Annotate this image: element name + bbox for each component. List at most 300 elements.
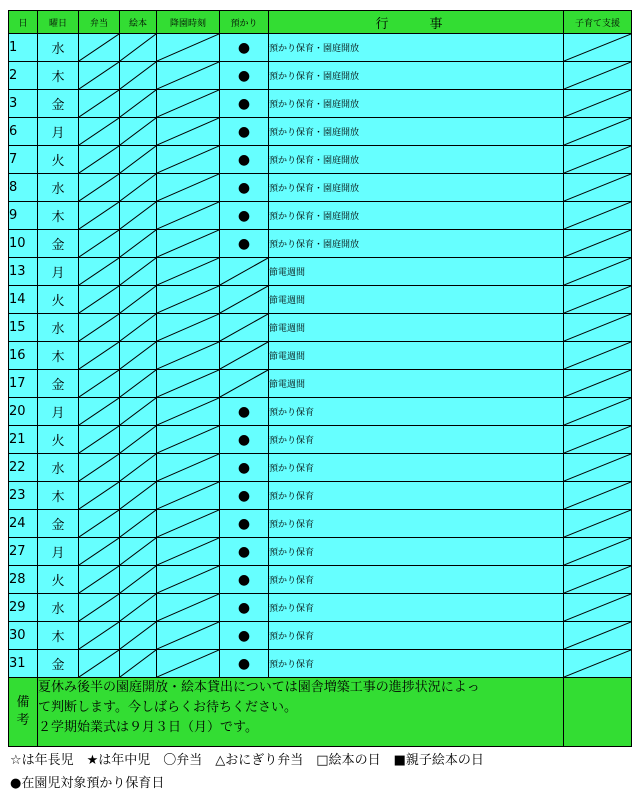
weekday-cell: 火 <box>38 566 79 594</box>
diagonal-line <box>564 454 631 481</box>
day-cell: 15 <box>9 314 38 342</box>
azukari-cell: ● <box>220 118 269 146</box>
diagonal-line <box>157 146 219 173</box>
diagonal-line <box>79 482 119 509</box>
azukari-cell <box>220 342 269 370</box>
day-cell: 14 <box>9 286 38 314</box>
ehon-cell <box>120 174 157 202</box>
day-cell: 8 <box>9 174 38 202</box>
diagonal-line <box>564 650 631 677</box>
diagonal-line <box>157 90 219 117</box>
azukari-cell <box>220 258 269 286</box>
notes-line-2: て判断します。今しばらくお待ちください。 <box>38 700 297 715</box>
diagonal-line <box>564 174 631 201</box>
diagonal-line <box>120 454 156 481</box>
ehon-cell <box>120 566 157 594</box>
support-cell <box>564 342 632 370</box>
azukari-cell: ● <box>220 34 269 62</box>
support-cell <box>564 62 632 90</box>
day-cell: 10 <box>9 230 38 258</box>
event-cell: 預かり保育・園庭開放 <box>269 174 564 202</box>
weekday-cell: 水 <box>38 454 79 482</box>
azukari-cell: ● <box>220 482 269 510</box>
diagonal-line <box>120 34 156 61</box>
diagonal-line <box>157 650 219 677</box>
diagonal-line <box>157 566 219 593</box>
diagonal-line <box>79 622 119 649</box>
table-row <box>9 230 632 258</box>
table-row <box>9 286 632 314</box>
table-row <box>9 202 632 230</box>
azukari-cell: ● <box>220 90 269 118</box>
ehon-cell <box>120 342 157 370</box>
ehon-cell <box>120 62 157 90</box>
support-cell <box>564 286 632 314</box>
azukari-cell: ● <box>220 510 269 538</box>
event-cell: 預かり保育 <box>269 398 564 426</box>
diagonal-line <box>564 342 631 369</box>
day-cell: 24 <box>9 510 38 538</box>
bento-cell <box>79 90 120 118</box>
header-azukari: 預かり <box>220 11 269 34</box>
diagonal-line <box>564 118 631 145</box>
table-row <box>9 118 632 146</box>
diagonal-line <box>157 286 219 313</box>
weekday-cell: 金 <box>38 370 79 398</box>
diagonal-line <box>120 398 156 425</box>
bento-cell <box>79 202 120 230</box>
table-row <box>9 370 632 398</box>
diagonal-line <box>157 174 219 201</box>
event-cell: 預かり保育 <box>269 426 564 454</box>
ehon-cell <box>120 230 157 258</box>
diagonal-line <box>564 62 631 89</box>
event-cell: 節電週間 <box>269 342 564 370</box>
weekday-cell: 水 <box>38 34 79 62</box>
support-cell <box>564 146 632 174</box>
azukari-cell: ● <box>220 566 269 594</box>
pickup-time-cell <box>157 118 220 146</box>
support-cell <box>564 258 632 286</box>
table-row <box>9 510 632 538</box>
azukari-cell: ● <box>220 398 269 426</box>
diagonal-line <box>79 174 119 201</box>
bento-cell <box>79 146 120 174</box>
bento-cell <box>79 482 120 510</box>
legend-line-1: ☆は年長児 ★は年中児 〇弁当 △おにぎり弁当 □絵本の日 ■親子絵本の日 <box>10 753 484 768</box>
table-row <box>9 62 632 90</box>
header-bento: 弁当 <box>79 11 120 34</box>
event-cell: 預かり保育・園庭開放 <box>269 62 564 90</box>
notes-line-1: 夏休み後半の園庭開放・絵本貸出については園舎増築工事の進捗状況によっ <box>38 680 480 695</box>
diagonal-line <box>564 286 631 313</box>
diagonal-line <box>564 202 631 229</box>
table-row <box>9 146 632 174</box>
diagonal-line <box>120 594 156 621</box>
pickup-time-cell <box>157 594 220 622</box>
diagonal-line <box>120 202 156 229</box>
diagonal-line <box>564 314 631 341</box>
diagonal-line <box>79 258 119 285</box>
day-cell: 6 <box>9 118 38 146</box>
diagonal-line <box>120 426 156 453</box>
table-row <box>9 650 632 678</box>
pickup-time-cell <box>157 398 220 426</box>
diagonal-line <box>157 118 219 145</box>
weekday-cell: 金 <box>38 650 79 678</box>
header-day: 日 <box>9 11 38 34</box>
diagonal-line <box>564 566 631 593</box>
weekday-cell: 木 <box>38 62 79 90</box>
table-row <box>9 482 632 510</box>
bento-cell <box>79 342 120 370</box>
table-row <box>9 398 632 426</box>
diagonal-line <box>79 594 119 621</box>
table-row <box>9 342 632 370</box>
weekday-cell: 水 <box>38 314 79 342</box>
event-cell: 預かり保育 <box>269 622 564 650</box>
day-cell: 21 <box>9 426 38 454</box>
bento-cell <box>79 566 120 594</box>
ehon-cell <box>120 118 157 146</box>
bento-cell <box>79 510 120 538</box>
weekday-cell: 火 <box>38 146 79 174</box>
azukari-cell: ● <box>220 622 269 650</box>
header-row <box>9 11 632 34</box>
diagonal-line <box>157 482 219 509</box>
diagonal-line <box>157 510 219 537</box>
diagonal-line <box>564 34 631 61</box>
diagonal-line <box>79 62 119 89</box>
event-cell: 預かり保育・園庭開放 <box>269 34 564 62</box>
table-row <box>9 34 632 62</box>
table-row <box>9 566 632 594</box>
support-cell <box>564 594 632 622</box>
diagonal-line <box>79 314 119 341</box>
ehon-cell <box>120 510 157 538</box>
diagonal-line <box>120 342 156 369</box>
pickup-time-cell <box>157 62 220 90</box>
pickup-time-cell <box>157 622 220 650</box>
day-cell: 9 <box>9 202 38 230</box>
support-cell <box>564 174 632 202</box>
diagonal-line <box>79 118 119 145</box>
header-pickup-time: 降園時刻 <box>157 11 220 34</box>
pickup-time-cell <box>157 314 220 342</box>
table-row <box>9 594 632 622</box>
bento-cell <box>79 426 120 454</box>
bento-cell <box>79 650 120 678</box>
support-cell <box>564 370 632 398</box>
diagonal-line <box>79 566 119 593</box>
diagonal-line <box>157 622 219 649</box>
support-cell <box>564 90 632 118</box>
support-cell <box>564 314 632 342</box>
event-cell: 預かり保育 <box>269 566 564 594</box>
diagonal-line <box>79 454 119 481</box>
diagonal-line <box>220 286 268 313</box>
weekday-cell: 木 <box>38 622 79 650</box>
diagonal-line <box>564 398 631 425</box>
ehon-cell <box>120 314 157 342</box>
diagonal-line <box>564 594 631 621</box>
bento-cell <box>79 398 120 426</box>
diagonal-line <box>157 594 219 621</box>
table-row <box>9 314 632 342</box>
diagonal-line <box>79 398 119 425</box>
bento-cell <box>79 258 120 286</box>
day-cell: 16 <box>9 342 38 370</box>
diagonal-line <box>564 90 631 117</box>
day-cell: 7 <box>9 146 38 174</box>
diagonal-line <box>79 90 119 117</box>
pickup-time-cell <box>157 258 220 286</box>
diagonal-line <box>120 230 156 257</box>
event-cell: 預かり保育 <box>269 482 564 510</box>
azukari-cell: ● <box>220 538 269 566</box>
diagonal-line <box>157 62 219 89</box>
support-cell <box>564 398 632 426</box>
bento-cell <box>79 174 120 202</box>
diagonal-line <box>120 538 156 565</box>
diagonal-line <box>157 342 219 369</box>
weekday-cell: 月 <box>38 538 79 566</box>
notes-label-1: 備 <box>16 695 30 710</box>
diagonal-line <box>564 146 631 173</box>
diagonal-line <box>120 370 156 397</box>
azukari-cell <box>220 314 269 342</box>
weekday-cell: 木 <box>38 482 79 510</box>
diagonal-line <box>120 258 156 285</box>
weekday-cell: 金 <box>38 230 79 258</box>
bento-cell <box>79 622 120 650</box>
bento-cell <box>79 370 120 398</box>
pickup-time-cell <box>157 538 220 566</box>
ehon-cell <box>120 90 157 118</box>
diagonal-line <box>564 482 631 509</box>
event-cell: 節電週間 <box>269 258 564 286</box>
diagonal-line <box>564 426 631 453</box>
day-cell: 29 <box>9 594 38 622</box>
ehon-cell <box>120 426 157 454</box>
diagonal-line <box>220 370 268 397</box>
support-cell <box>564 510 632 538</box>
azukari-cell: ● <box>220 146 269 174</box>
diagonal-line <box>157 230 219 257</box>
diagonal-line <box>157 258 219 285</box>
diagonal-line <box>120 314 156 341</box>
weekday-cell: 金 <box>38 510 79 538</box>
pickup-time-cell <box>157 510 220 538</box>
weekday-cell: 木 <box>38 342 79 370</box>
day-cell: 31 <box>9 650 38 678</box>
support-cell <box>564 454 632 482</box>
bento-cell <box>79 118 120 146</box>
event-cell: 預かり保育 <box>269 510 564 538</box>
diagonal-line <box>564 258 631 285</box>
support-cell <box>564 482 632 510</box>
diagonal-line <box>157 426 219 453</box>
diagonal-line <box>79 342 119 369</box>
azukari-cell: ● <box>220 594 269 622</box>
diagonal-line <box>120 650 156 677</box>
support-cell <box>564 650 632 678</box>
diagonal-line <box>120 62 156 89</box>
day-cell: 17 <box>9 370 38 398</box>
ehon-cell <box>120 370 157 398</box>
event-cell: 節電週間 <box>269 370 564 398</box>
event-cell: 預かり保育・園庭開放 <box>269 230 564 258</box>
notes-support-cell <box>564 678 632 747</box>
event-cell: 預かり保育・園庭開放 <box>269 202 564 230</box>
diagonal-line <box>564 622 631 649</box>
day-cell: 2 <box>9 62 38 90</box>
weekday-cell: 木 <box>38 202 79 230</box>
notes-label <box>9 678 38 747</box>
bento-cell <box>79 34 120 62</box>
diagonal-line <box>157 454 219 481</box>
diagonal-line <box>120 90 156 117</box>
header-ehon: 絵本 <box>120 11 157 34</box>
ehon-cell <box>120 538 157 566</box>
diagonal-line <box>157 34 219 61</box>
pickup-time-cell <box>157 286 220 314</box>
azukari-cell <box>220 370 269 398</box>
weekday-cell: 月 <box>38 258 79 286</box>
ehon-cell <box>120 202 157 230</box>
support-cell <box>564 34 632 62</box>
notes-line-3: ２学期始業式は９月３日（月）です。 <box>38 720 258 735</box>
header-support: 子育て支援 <box>564 11 632 34</box>
pickup-time-cell <box>157 230 220 258</box>
azukari-cell: ● <box>220 62 269 90</box>
ehon-cell <box>120 34 157 62</box>
header-weekday: 曜日 <box>38 11 79 34</box>
table-row <box>9 90 632 118</box>
event-cell: 節電週間 <box>269 286 564 314</box>
event-cell: 預かり保育 <box>269 650 564 678</box>
diagonal-line <box>220 314 268 341</box>
support-cell <box>564 426 632 454</box>
event-cell: 預かり保育・園庭開放 <box>269 146 564 174</box>
diagonal-line <box>157 370 219 397</box>
azukari-cell: ● <box>220 650 269 678</box>
day-cell: 30 <box>9 622 38 650</box>
support-cell <box>564 566 632 594</box>
table-row <box>9 454 632 482</box>
diagonal-line <box>120 286 156 313</box>
azukari-cell: ● <box>220 202 269 230</box>
bento-cell <box>79 314 120 342</box>
day-cell: 13 <box>9 258 38 286</box>
event-cell: 預かり保育 <box>269 594 564 622</box>
table-row <box>9 538 632 566</box>
header-event: 行 事 <box>269 11 564 34</box>
ehon-cell <box>120 146 157 174</box>
ehon-cell <box>120 482 157 510</box>
legend-line-2: ●在園児対象預かり保育日 <box>10 776 165 791</box>
diagonal-line <box>120 622 156 649</box>
day-cell: 20 <box>9 398 38 426</box>
diagonal-line <box>120 482 156 509</box>
diagonal-line <box>79 202 119 229</box>
diagonal-line <box>79 426 119 453</box>
bento-cell <box>79 594 120 622</box>
weekday-cell: 月 <box>38 398 79 426</box>
weekday-cell: 水 <box>38 594 79 622</box>
ehon-cell <box>120 398 157 426</box>
azukari-cell: ● <box>220 454 269 482</box>
pickup-time-cell <box>157 90 220 118</box>
pickup-time-cell <box>157 174 220 202</box>
event-cell: 節電週間 <box>269 314 564 342</box>
diagonal-line <box>79 34 119 61</box>
azukari-cell: ● <box>220 230 269 258</box>
diagonal-line <box>564 230 631 257</box>
day-cell: 23 <box>9 482 38 510</box>
legend <box>8 749 631 795</box>
weekday-cell: 火 <box>38 426 79 454</box>
bento-cell <box>79 454 120 482</box>
diagonal-line <box>79 510 119 537</box>
azukari-cell <box>220 286 269 314</box>
pickup-time-cell <box>157 34 220 62</box>
ehon-cell <box>120 258 157 286</box>
diagonal-line <box>79 146 119 173</box>
event-cell: 預かり保育・園庭開放 <box>269 90 564 118</box>
support-cell <box>564 202 632 230</box>
diagonal-line <box>564 510 631 537</box>
diagonal-line <box>564 538 631 565</box>
schedule-sheet <box>8 10 631 795</box>
ehon-cell <box>120 286 157 314</box>
notes-text <box>38 678 564 747</box>
day-cell: 1 <box>9 34 38 62</box>
pickup-time-cell <box>157 482 220 510</box>
table-row <box>9 174 632 202</box>
diagonal-line <box>79 370 119 397</box>
azukari-cell: ● <box>220 174 269 202</box>
table-row <box>9 258 632 286</box>
bento-cell <box>79 62 120 90</box>
diagonal-line <box>220 342 268 369</box>
diagonal-line <box>120 174 156 201</box>
azukari-cell: ● <box>220 426 269 454</box>
ehon-cell <box>120 454 157 482</box>
weekday-cell: 水 <box>38 174 79 202</box>
diagonal-line <box>120 146 156 173</box>
pickup-time-cell <box>157 202 220 230</box>
bento-cell <box>79 286 120 314</box>
support-cell <box>564 230 632 258</box>
bento-cell <box>79 538 120 566</box>
diagonal-line <box>157 314 219 341</box>
ehon-cell <box>120 650 157 678</box>
support-cell <box>564 622 632 650</box>
day-cell: 27 <box>9 538 38 566</box>
diagonal-line <box>564 370 631 397</box>
diagonal-line <box>79 230 119 257</box>
pickup-time-cell <box>157 426 220 454</box>
table-row <box>9 622 632 650</box>
pickup-time-cell <box>157 342 220 370</box>
pickup-time-cell <box>157 566 220 594</box>
event-cell: 預かり保育 <box>269 538 564 566</box>
diagonal-line <box>79 538 119 565</box>
diagonal-line <box>120 118 156 145</box>
diagonal-line <box>120 566 156 593</box>
weekday-cell: 火 <box>38 286 79 314</box>
